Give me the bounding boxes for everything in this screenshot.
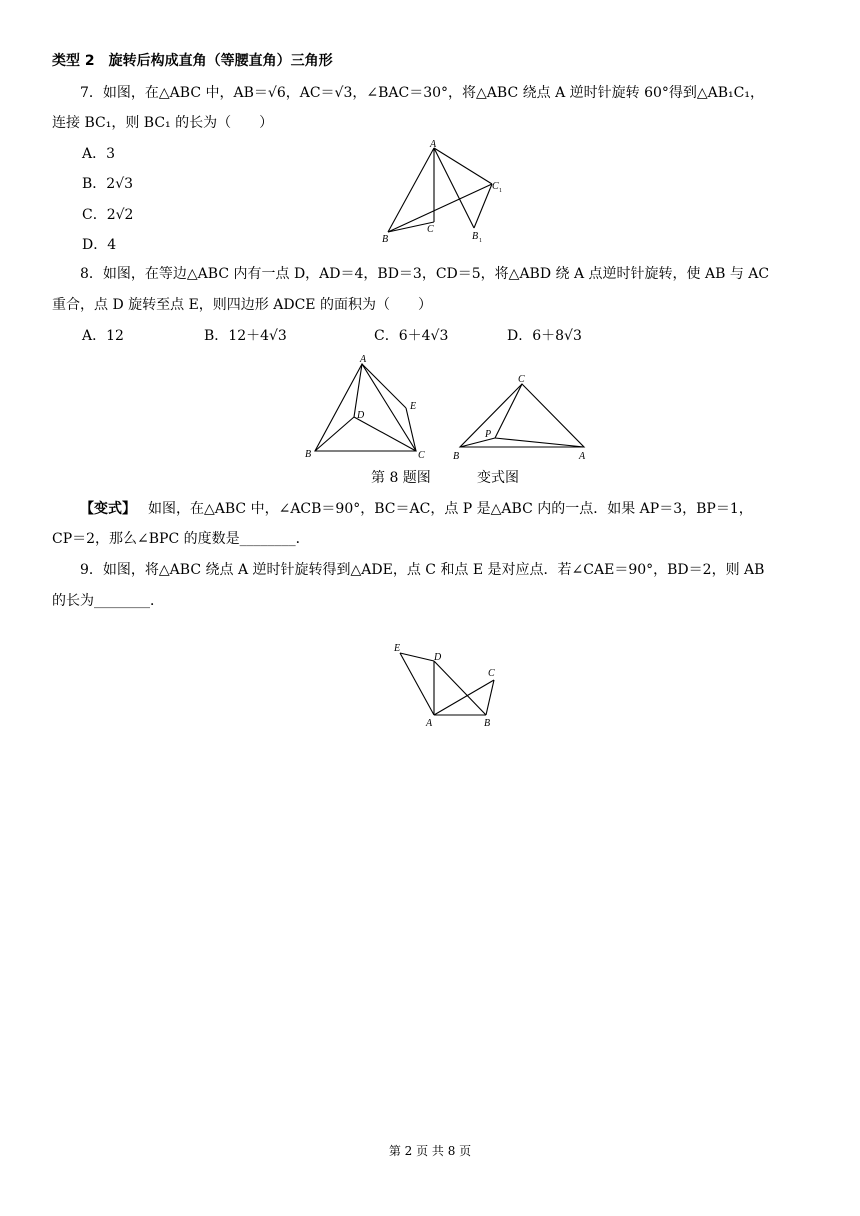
q8-label-a: A xyxy=(360,354,367,365)
q8-label-b: B xyxy=(305,449,312,460)
q8-option-a: A．12 xyxy=(82,328,124,344)
q7-segment-ab xyxy=(388,148,434,232)
variant-text-line1 xyxy=(80,500,753,518)
q9-segment-ac xyxy=(434,680,494,715)
q9-text-line1: 9．如图，将△ABC 绕点 A 逆时针旋转得到△ADE，点 C 和点 E 是对应点．若∠CAE＝90°，BD＝2，则 AB xyxy=(80,562,765,578)
section-title: 类型 2 旋转后构成直角（等腰直角）三角形 xyxy=(52,53,333,69)
q7-text-line1: 7．如图，在△ABC 中，AB＝√6，AC＝√3，∠BAC＝30°，将△ABC 绕点 A 逆时针旋转 60°得到△AB₁C₁， xyxy=(80,85,764,101)
variant-label-c: C xyxy=(518,374,525,385)
variant-label-p: P xyxy=(485,429,492,440)
q9-text-line2: 的长为________． xyxy=(52,593,164,609)
q9-segment-bc xyxy=(486,680,494,715)
q9-figure xyxy=(388,637,508,732)
q8-segment-bd xyxy=(315,417,354,451)
q7-label-c: C xyxy=(427,224,434,235)
q7-label-b1-sub: 1 xyxy=(479,238,482,244)
q7-option-b: B．2√3 xyxy=(82,176,134,192)
q9-label-b: B xyxy=(484,718,491,729)
q8-label-e: E xyxy=(410,401,417,412)
q7-option-d: D．4 xyxy=(82,237,117,253)
q8-figure-caption: 第 8 题图 xyxy=(371,470,431,486)
q7-label-c1: C xyxy=(492,181,499,192)
variant-triangle-abc xyxy=(460,384,584,447)
q9-segment-de xyxy=(400,653,434,661)
variant-segment-cp xyxy=(495,384,522,438)
q9-label-a: A xyxy=(426,718,433,729)
variant-figure xyxy=(450,372,590,464)
page-footer: 第 2 页 共 8 页 xyxy=(388,1144,472,1158)
q9-label-c: C xyxy=(488,668,495,679)
q7-text-line2: 连接 BC₁，则 BC₁ 的长为（ ） xyxy=(52,115,274,131)
q7-segment-bc1 xyxy=(388,184,492,232)
variant-text-body: 如图，在△ABC 中，∠ACB＝90°，BC＝AC，点 P 是△ABC 内的一点．如果 AP＝3，BP＝1， xyxy=(148,501,753,517)
q9-segment-bd xyxy=(434,661,486,715)
q7-label-b1: B xyxy=(472,231,479,242)
q8-label-d: D xyxy=(357,410,365,421)
q8-option-d: D．6＋8√3 xyxy=(507,328,582,344)
variant-label-b: B xyxy=(453,451,460,462)
q8-text-line1: 8．如图，在等边△ABC 内有一点 D，AD＝4，BD＝3，CD＝5，将△ABD 绕 A 点逆时针旋转，使 AB 与 AC xyxy=(80,266,770,282)
q7-figure xyxy=(378,138,508,248)
q7-option-a: A．3 xyxy=(82,146,116,162)
q8-segment-cd xyxy=(354,417,416,451)
q8-segment-ce xyxy=(406,408,416,451)
q9-label-e: E xyxy=(394,643,401,654)
q8-segment-ae xyxy=(362,364,406,408)
q7-label-b: B xyxy=(382,234,389,245)
q7-option-c: C．2√2 xyxy=(82,207,134,223)
q8-label-c: C xyxy=(418,450,425,461)
q7-label-a: A xyxy=(430,139,437,150)
q9-segment-ae xyxy=(400,653,434,715)
variant-text-line2: CP＝2，那么∠BPC 的度数是________． xyxy=(52,531,310,547)
q7-label-c1-sub: 1 xyxy=(499,188,502,194)
q8-option-b: B．12＋4√3 xyxy=(204,328,287,344)
variant-tag: 【变式】 xyxy=(80,501,136,517)
q8-text-line2: 重合，点 D 旋转至点 E，则四边形 ADCE 的面积为（ ） xyxy=(52,297,432,313)
q9-label-d: D xyxy=(434,652,442,663)
q8-option-c: C．6＋4√3 xyxy=(374,328,449,344)
q8-figure xyxy=(300,350,435,465)
variant-segment-ap xyxy=(495,438,584,447)
variant-figure-caption: 变式图 xyxy=(477,470,519,486)
variant-label-a: A xyxy=(579,451,586,462)
